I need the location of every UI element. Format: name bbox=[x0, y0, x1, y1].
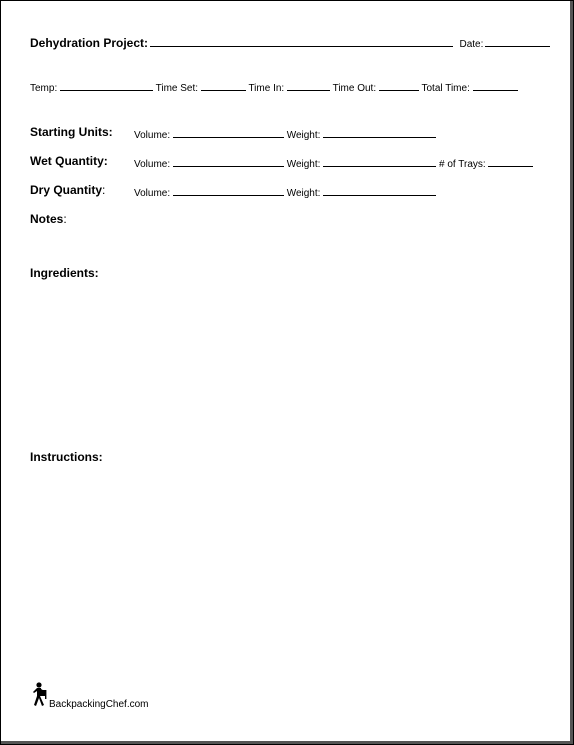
trays-label: # of Trays: bbox=[439, 159, 486, 170]
dry-weight-label: Weight: bbox=[286, 188, 321, 199]
project-row bbox=[30, 34, 550, 52]
starting-units-label: Starting Units: bbox=[30, 125, 113, 139]
wet-weight-label: Weight: bbox=[286, 159, 321, 170]
dry-fields bbox=[134, 185, 436, 199]
wet-quantity-label: Wet Quantity: bbox=[30, 154, 108, 168]
wet-volume-label: Volume: bbox=[134, 159, 171, 170]
dry-quantity-text: Dry Quantity bbox=[30, 183, 103, 197]
dry-weight-field[interactable] bbox=[323, 185, 436, 196]
starting-weight-field[interactable] bbox=[323, 127, 436, 138]
time-row bbox=[30, 80, 518, 94]
time-in-field[interactable] bbox=[287, 80, 330, 91]
starting-fields bbox=[134, 127, 436, 141]
total-time-label: Total Time: bbox=[421, 83, 470, 94]
temp-field[interactable] bbox=[60, 80, 153, 91]
ingredients-label: Ingredients: bbox=[30, 266, 99, 280]
trays-field[interactable] bbox=[488, 156, 533, 167]
total-time-field[interactable] bbox=[473, 80, 518, 91]
temp-label: Temp: bbox=[30, 83, 58, 94]
date-label: Date: bbox=[459, 39, 484, 50]
notes-text: Notes bbox=[30, 212, 64, 226]
time-out-field[interactable] bbox=[379, 80, 419, 91]
dry-quantity-colon: : bbox=[102, 183, 106, 197]
notes-label bbox=[30, 212, 67, 226]
instructions-label: Instructions: bbox=[30, 450, 103, 464]
notes-colon: : bbox=[63, 212, 67, 226]
wet-volume-field[interactable] bbox=[173, 156, 284, 167]
wet-fields bbox=[134, 156, 533, 170]
time-set-field[interactable] bbox=[201, 80, 246, 91]
starting-volume-label: Volume: bbox=[134, 130, 171, 141]
starting-volume-field[interactable] bbox=[173, 127, 284, 138]
starting-weight-label: Weight: bbox=[286, 130, 321, 141]
time-out-label: Time Out: bbox=[332, 83, 377, 94]
project-name-field[interactable] bbox=[150, 36, 453, 47]
dry-volume-field[interactable] bbox=[173, 185, 284, 196]
time-set-label: Time Set: bbox=[155, 83, 199, 94]
wet-weight-field[interactable] bbox=[323, 156, 436, 167]
time-in-label: Time In: bbox=[248, 83, 285, 94]
dry-volume-label: Volume: bbox=[134, 188, 171, 199]
date-field[interactable] bbox=[485, 36, 550, 47]
dry-quantity-label bbox=[30, 183, 105, 197]
site-url: BackpackingChef.com bbox=[49, 699, 149, 710]
project-label: Dehydration Project: bbox=[30, 36, 149, 50]
hiker-chef-icon bbox=[30, 682, 50, 713]
